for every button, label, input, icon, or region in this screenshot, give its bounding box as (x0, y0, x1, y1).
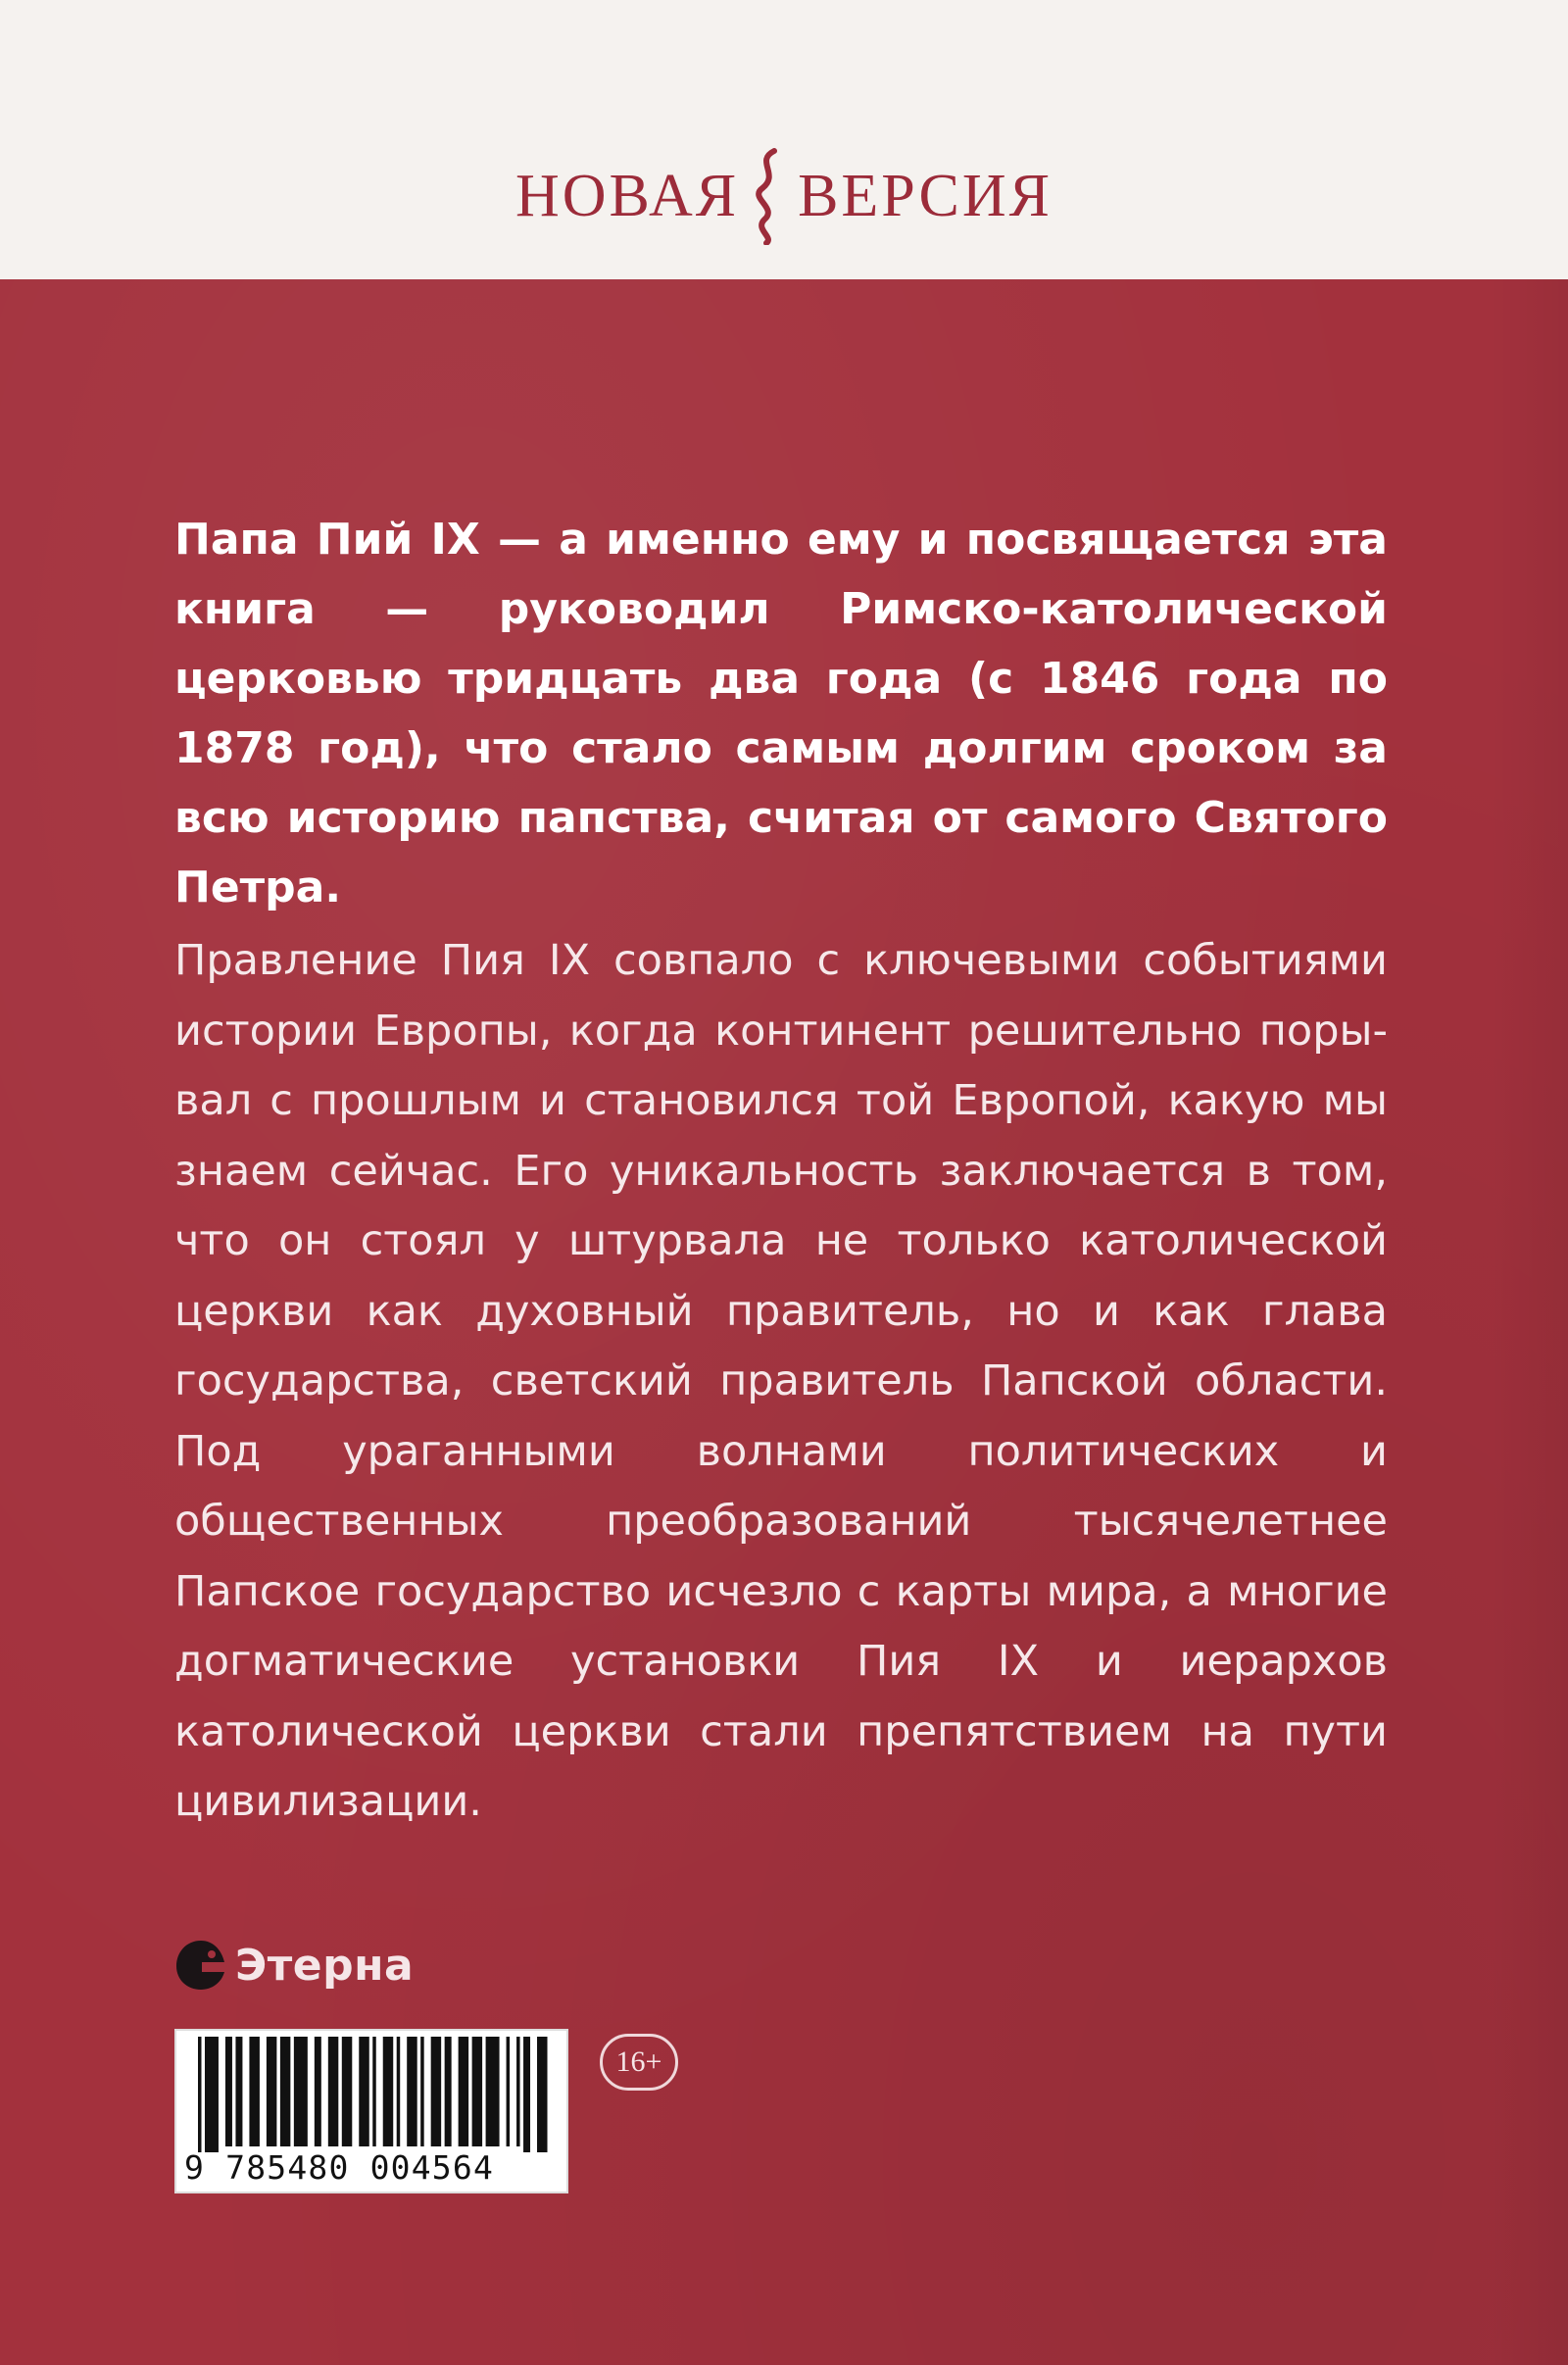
barcode-bar (294, 2037, 308, 2146)
series-logo (0, 137, 1568, 255)
series-left-word: НОВАЯ (514, 162, 740, 229)
publisher-logo-icon (172, 1937, 229, 1994)
panel-edge-shade (1490, 279, 1568, 2365)
barcode-bar (225, 2037, 232, 2146)
barcode-bar (420, 2037, 424, 2146)
barcode-bar (342, 2037, 352, 2146)
age-rating-badge: 16+ (600, 2034, 678, 2091)
barcode-bar (280, 2037, 290, 2146)
publisher-logo (172, 1931, 414, 1999)
barcode-bar (372, 2037, 376, 2146)
barcode-bar (198, 2037, 202, 2152)
body-paragraph: Правление Пия IX совпало с ключевыми событиями истории Европы, когда континент решительно порывал с прошлым и становился той Европой, какую мы знаем сейчас. Его уникальность заключается в том, что он стоял у штурвала не только католической церкви как духовный правитель, но и как глава государства, светский правитель Папской области. Под ураганными волнами политических и общественных преобразований тысячелетнее Папское государство исчезло с карты мира, а многие догматические установки Пия IX и иерархов католической церкви стали препятствием на пути цивилизации. (174, 936, 1388, 1826)
barcode-bar (249, 2037, 259, 2146)
barcode-bar (407, 2037, 416, 2146)
lead-paragraph: Папа Пий IX — а именно ему и посвящается эта книга — руководил Римско-католической церковью тридцать два года (с 1846 года по 1878 год), что стало самым долгим сроком за всю историю папства, считая от самого Святого Петра. (174, 515, 1388, 912)
barcode-bar (516, 2037, 520, 2146)
barcode-bar (383, 2037, 393, 2146)
isbn-barcode (174, 2029, 568, 2193)
barcode-bar (445, 2037, 452, 2146)
barcode-bar (486, 2037, 500, 2146)
series-wave-icon (745, 147, 792, 245)
barcode-bar (431, 2037, 441, 2146)
barcode-bar (205, 2037, 219, 2152)
barcode-bar (235, 2037, 242, 2146)
barcode-bar (507, 2037, 511, 2146)
publisher-name: Этерна (235, 1940, 415, 1991)
barcode-bar (397, 2037, 401, 2146)
barcode-digits: 9 785480 004564 (184, 2148, 495, 2187)
barcode-bar (328, 2037, 338, 2146)
series-right-word: ВЕРСИЯ (798, 162, 1054, 229)
barcode-bar (537, 2037, 547, 2152)
barcode-bar (315, 2037, 321, 2146)
barcode-bar (267, 2037, 276, 2146)
barcode-bar (459, 2037, 468, 2146)
barcode-bar (359, 2037, 368, 2146)
barcode-bar (472, 2037, 482, 2146)
barcode-bars (198, 2037, 551, 2152)
barcode-bar (523, 2037, 530, 2152)
